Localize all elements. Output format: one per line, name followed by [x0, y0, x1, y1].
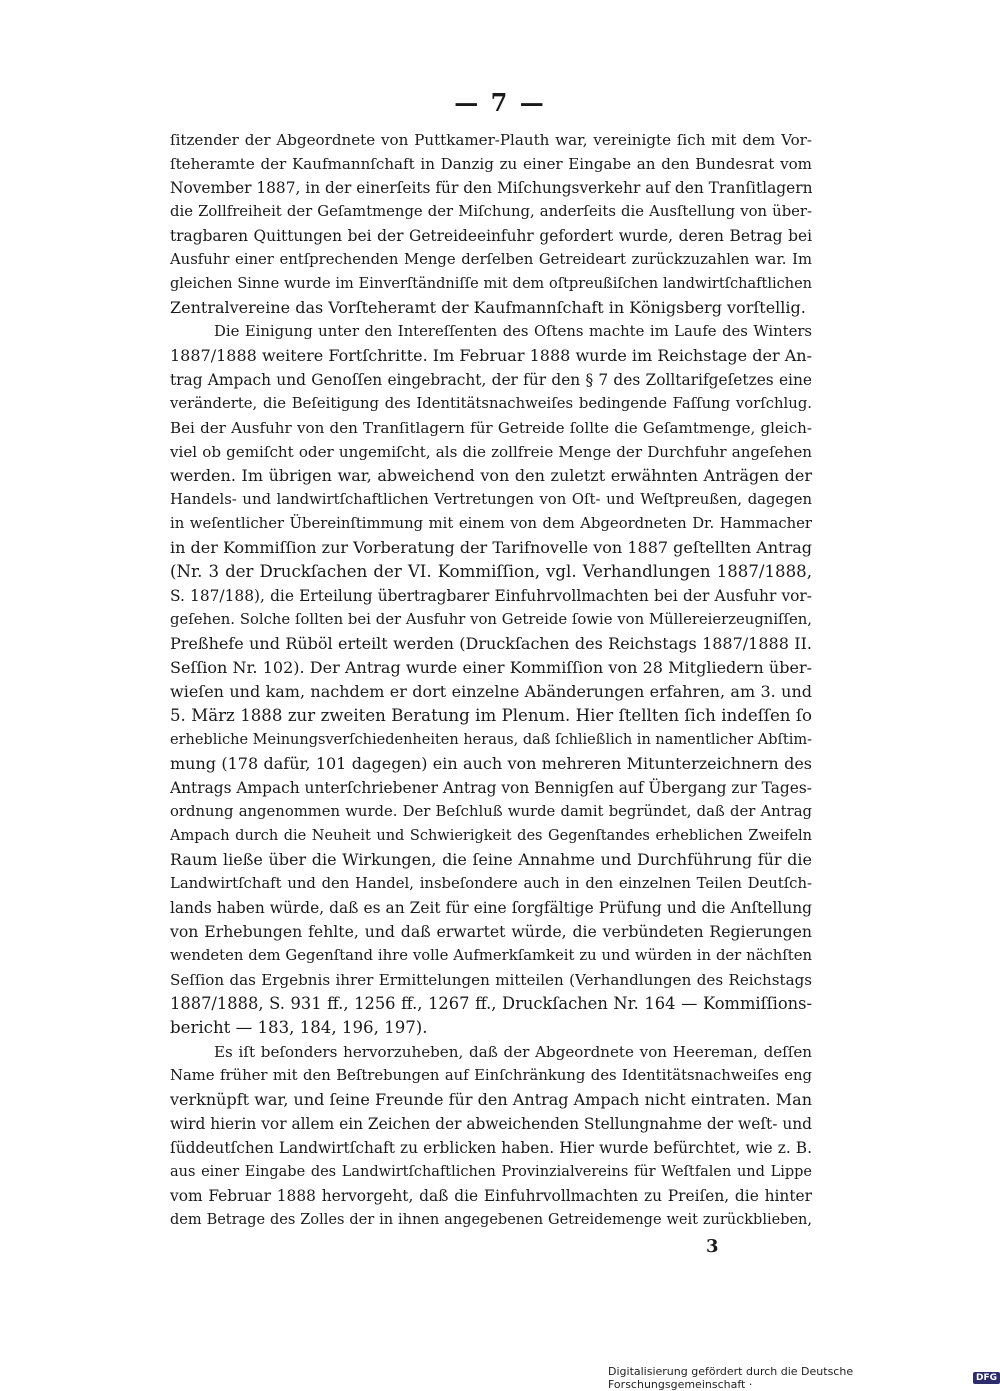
text-line: Landwirtſchaft und den Handel, insbeſondere auch in den einzelnen Teilen Deutſch-: [170, 875, 812, 892]
text-line: S. 187/188), die Erteilung übertragbarer Einfuhrvollmachten bei der Ausfuhr vor-: [170, 587, 812, 605]
page-number: — 7 —: [454, 88, 546, 117]
text-line: Handels- und landwirtſchaftlichen Vertretungen von Oſt- und Weſtpreußen, dagegen: [170, 491, 812, 508]
text-line: ſüddeutſchen Landwirtſchaft zu erblicken haben. Hier wurde befürchtet, wie z. B.: [170, 1139, 812, 1157]
body-text: [170, 128, 812, 1232]
text-line: in weſentlicher Übereinſtimmung mit einem von dem Abgeordneten Dr. Hammacher: [170, 515, 812, 532]
text-line: ordnung angenommen wurde. Der Beſchluß wurde damit begründet, daß der Antrag: [170, 803, 812, 820]
text-line: mung (178 dafür, 101 dagegen) ein auch von mehreren Mitunterzeichnern des: [170, 754, 812, 773]
text-line: Preßhefe und Rüböl erteilt werden (Druckſachen des Reichstags 1887/1888 II.: [170, 634, 812, 653]
text-line: Ampach durch die Neuheit und Schwierigkeit des Gegenſtandes erheblichen Zweifeln: [170, 828, 812, 844]
text-line: lands haben würde, daß es an Zeit für eine ſorgfältige Prüfung und die Anſtellung: [170, 899, 812, 917]
text-line: 1887/1888, S. 931 ff., 1256 ff., 1267 ff., Druckſachen Nr. 164 — Kommiſſions-: [170, 994, 812, 1013]
text-line: von Erhebungen fehlte, und daß erwartet würde, die verbündeten Regierungen: [170, 922, 812, 941]
text-line: die Zollfreiheit der Geſamtmenge der Miſchung, anderſeits die Ausſtellung von über-: [170, 203, 812, 220]
text-line: in der Kommiſſion zur Vorberatung der Tarifnovelle von 1887 geſtellten Antrag: [170, 538, 812, 557]
text-line: vom Februar 1888 hervorgeht, daß die Einfuhrvollmachten zu Preiſen, die hinter: [170, 1187, 812, 1205]
text-line: Seſſion Nr. 102). Der Antrag wurde einer Kommiſſion von 28 Mitgliedern über-: [170, 658, 812, 677]
text-line: Antrags Ampach unterſchriebener Antrag von Bennigſen auf Übergang zur Tages-: [170, 779, 812, 797]
text-line: Ausfuhr einer entſprechenden Menge derſelben Getreideart zurückzuzahlen war. Im: [170, 251, 812, 268]
text-line: Name früher mit den Beſtrebungen auf Einſchränkung des Identitätsnachweiſes eng: [170, 1067, 812, 1084]
text-line: (Nr. 3 der Druckſachen der VI. Kommiſſion, vgl. Verhandlungen 1887/1888,: [170, 562, 812, 581]
text-line: Seſſion das Ergebnis ihrer Ermittelungen mitteilen (Verhandlungen des Reichstags: [170, 971, 812, 989]
text-line: November 1887, in der einerſeits für den Miſchungsverkehr auf den Tranſitlagern: [170, 179, 812, 197]
text-line: Raum ließe über die Wirkungen, die ſeine Annahme und Durchführung für die: [170, 850, 812, 869]
text-line: trag Ampach und Genoſſen eingebracht, der für den § 7 des Zolltarifgeſetzes eine: [170, 371, 812, 389]
text-line: 5. März 1888 zur zweiten Beratung im Plenum. Hier ſtellten ſich indeſſen ſo: [170, 706, 812, 725]
text-line: ſteheramte der Kaufmannſchaft in Danzig zu einer Eingabe an den Bundesrat vom: [170, 155, 812, 173]
text-line: Die Einigung unter den Intereſſenten des Oſtens machte im Laufe des Winters: [214, 323, 812, 340]
text-line: verknüpft war, und ſeine Freunde für den Antrag Ampach nicht eintraten. Man: [170, 1090, 812, 1109]
text-line: wird hierin vor allem ein Zeichen der abweichenden Stellungnahme der weſt- und: [170, 1115, 812, 1133]
text-line: aus einer Eingabe des Landwirtſchaftlichen Provinzialvereins für Weſtfalen und Lippe: [170, 1164, 812, 1180]
text-line: wieſen und kam, nachdem er dort einzelne Abänderungen erfahren, am 3. und: [170, 682, 812, 701]
footer: [608, 1365, 1000, 1391]
text-line: erhebliche Meinungsverſchiedenheiten heraus, daß ſchließlich in namentlicher Abſtim-: [170, 732, 812, 748]
text-line: 1887/1888 weitere Fortſchritte. Im Februar 1888 wurde im Reichstage der An-: [170, 346, 812, 365]
text-line: werden. Im übrigen war, abweichend von den zuletzt erwähnten Anträgen der: [170, 466, 812, 485]
text-line: geſehen. Solche ſollten bei der Ausfuhr von Getreide ſowie von Müllereierzeugniſſen,: [170, 611, 812, 628]
text-line: Bei der Ausfuhr von den Tranſitlagern für Getreide ſollte die Geſamtmenge, gleich-: [170, 419, 812, 437]
text-line: Zentralvereine das Vorſteheramt der Kaufmannſchaft in Königsberg vorſtellig.: [170, 298, 806, 317]
footer-credit: Digitalisierung gefördert durch die Deutsche Forschungsgemeinschaft ·: [608, 1365, 854, 1391]
text-line: veränderte, die Beſeitigung des Identitätsnachweiſes bedingende Faſſung vorſchlug.: [170, 395, 812, 412]
text-line: Es iſt beſonders hervorzuheben, daß der Abgeordnete von Heereman, deſſen: [214, 1043, 812, 1061]
text-line: wendeten dem Gegenſtand ihre volle Aufmerkſamkeit zu und würden in der nächſten: [170, 947, 812, 964]
text-line: gleichen Sinne wurde im Einverſtändniſſe mit dem oſtpreußiſchen landwirtſchaftlichen: [170, 276, 812, 292]
text-line: ſitzender der Abgeordnete von Puttkamer-Plauth war, vereinigte ſich mit dem Vor-: [170, 131, 812, 149]
text-line: viel ob gemiſcht oder ungemiſcht, als die zollfreie Menge der Durchfuhr angeſehen: [170, 443, 812, 461]
text-line: dem Betrage des Zolles der in ihnen angegebenen Getreidemenge weit zurückblieben,: [170, 1212, 812, 1228]
text-line: tragbaren Quittungen bei der Getreideeinfuhr gefordert wurde, deren Betrag bei: [170, 227, 812, 245]
text-line: bericht — 183, 184, 196, 197).: [170, 1018, 428, 1037]
dfg-logo: DFG: [973, 1372, 1000, 1384]
signature-mark: 3: [706, 1236, 719, 1257]
